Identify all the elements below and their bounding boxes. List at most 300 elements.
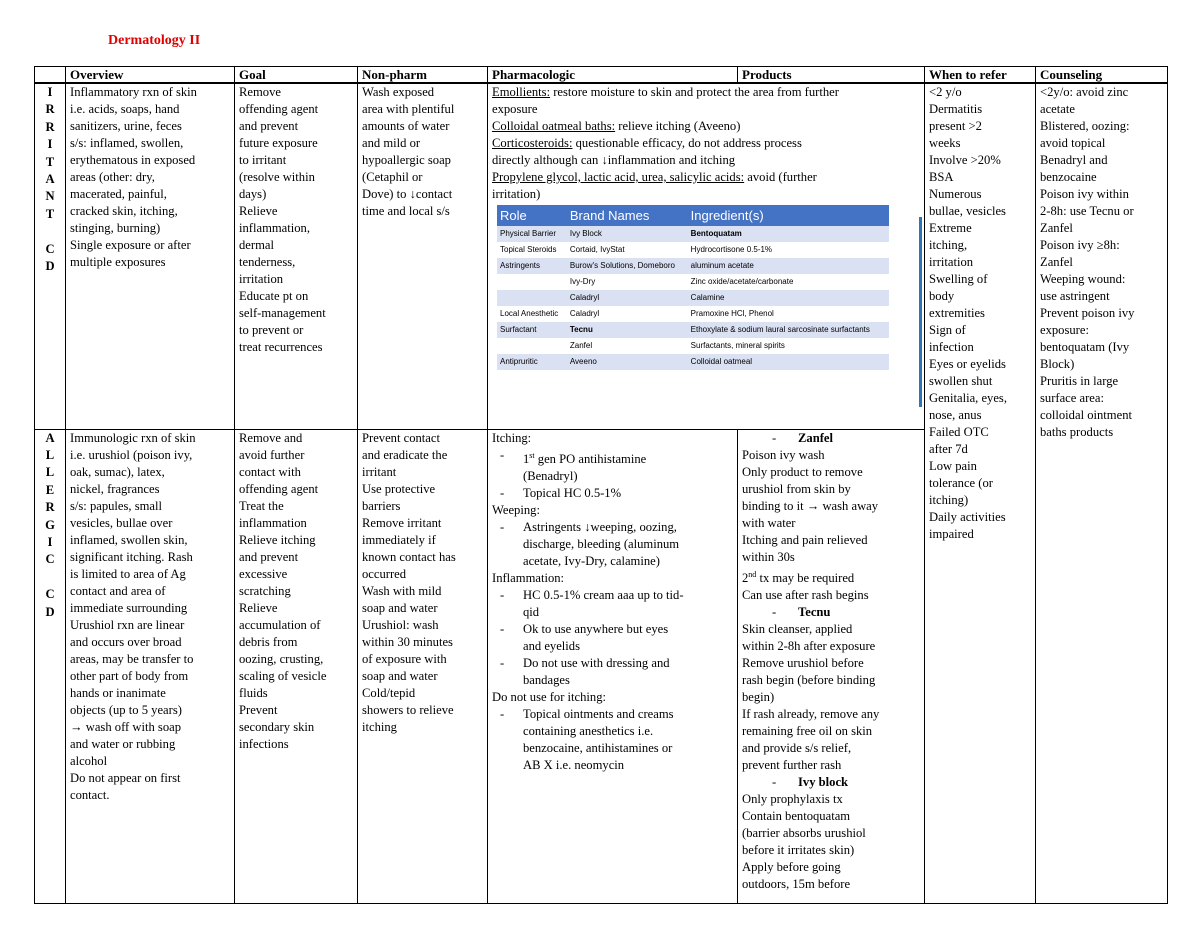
header-blank <box>35 67 66 84</box>
ingredients-cell <box>497 274 567 290</box>
text-line: oak, sumac), latex, <box>70 464 165 479</box>
text-line: Relieve <box>239 204 278 218</box>
text-line: Wash exposed <box>362 85 435 99</box>
pharm-term: Propylene glycol, lactic acid, urea, salicylic acids: <box>492 170 745 184</box>
text-line: within 2-8h after exposure <box>742 638 876 653</box>
tecnu-heading: - Tecnu <box>742 604 920 621</box>
text-line: swollen shut <box>929 374 993 388</box>
text-line: days) <box>239 187 267 201</box>
bullet-line: qid <box>523 604 540 619</box>
text-line: contact with <box>239 464 301 479</box>
text-line: and provide s/s relief, <box>742 740 852 755</box>
text-line: weeks <box>929 136 961 150</box>
text-line: nose, anus <box>929 408 982 422</box>
pharm-line <box>492 186 920 203</box>
text-line: vesicles, bullae over <box>70 515 173 530</box>
text-line: I <box>47 85 53 99</box>
text-line: Zanfel <box>1040 221 1073 235</box>
text-line: Numerous <box>929 187 982 201</box>
text-line: L <box>45 447 55 462</box>
text-line: area with plentiful <box>362 102 455 116</box>
ingredients-cell <box>497 290 567 306</box>
text-line: Block) <box>1040 357 1075 371</box>
text-line: to prevent or <box>239 323 304 337</box>
ingredients-cell: Ethoxylate & sodium laural sarcosinate surfactants <box>688 322 889 338</box>
bullet-line: - Astringents ↓weeping, oozing, <box>523 519 677 534</box>
text-line: C <box>45 552 55 567</box>
text-line: Remove urushiol before <box>742 655 864 670</box>
text-line: I <box>47 137 53 152</box>
text-line: and occurs over broad <box>70 634 182 649</box>
ingredients-header-row <box>497 205 889 226</box>
text-line: Remove <box>239 85 281 99</box>
donot-list <box>492 706 733 774</box>
text-line: Weeping wound: <box>1040 272 1126 286</box>
text-line: Do not appear on first <box>70 770 181 785</box>
text-line: objects (up to 5 years) <box>70 702 182 717</box>
ingredients-row <box>497 226 889 242</box>
ingredients-header-cell: Role <box>497 205 567 226</box>
text-line: contact. <box>70 787 110 802</box>
text-line: multiple exposures <box>70 255 166 269</box>
text-line: Contain bentoquatam <box>742 808 851 823</box>
text-line: irritation <box>929 255 974 269</box>
text-line: benzocaine <box>1040 170 1097 184</box>
text-line: hypoallergic soap <box>362 153 451 167</box>
text-line: prevent further rash <box>742 757 842 772</box>
bullet-line: acetate, Ivy-Dry, calamine) <box>523 553 660 568</box>
text-line: surface area: <box>1040 391 1104 405</box>
text-line: time and local s/s <box>362 204 450 218</box>
ingredients-row <box>497 274 889 290</box>
text-line: other part of body from <box>70 668 189 683</box>
text-line: Genitalia, eyes, <box>929 391 1007 405</box>
text-line: baths products <box>1040 425 1114 439</box>
text-line: within 30s <box>742 549 795 564</box>
text-line: itching, <box>929 238 968 252</box>
ingredients-cell: Burow's Solutions, Domeboro <box>567 258 688 274</box>
text-line: binding to it → wash away <box>742 498 879 513</box>
ingredients-cell: Ivy Block <box>567 226 688 242</box>
document-title: Dermatology II <box>108 33 201 48</box>
bullet-line: and eyelids <box>523 638 581 653</box>
header-goal: Goal <box>235 67 358 84</box>
counseling-cell <box>1036 83 1168 903</box>
when-to-refer-cell <box>925 83 1036 903</box>
text-line: inflammation, <box>239 221 310 235</box>
text-line: Relieve <box>239 600 278 615</box>
text-line: T <box>45 206 55 221</box>
itching-label: Itching: <box>492 430 532 445</box>
text-line: soap and water <box>362 600 438 615</box>
text-line: and prevent <box>239 549 299 564</box>
pharm-desc: relieve itching (Aveeno) <box>615 119 741 133</box>
text-line: scaling of vesicle <box>239 668 327 683</box>
text-line: exposure: <box>1040 323 1089 337</box>
text-line: soap and water <box>362 668 438 683</box>
text-line: R <box>45 119 55 134</box>
text-line: C <box>45 241 55 256</box>
text-line: A <box>45 172 55 187</box>
text-line: self-management <box>239 306 326 320</box>
text-line: bullae, vesicles <box>929 204 1006 218</box>
text-line: Zanfel <box>1040 255 1073 269</box>
ingredients-table-wrap <box>492 205 920 370</box>
text-line: contact and area of <box>70 583 166 598</box>
text-line: L <box>45 465 55 480</box>
text-line: 2nd tx may be required <box>742 569 855 585</box>
text-line: I <box>47 534 53 549</box>
text-line: Pruritis in large <box>1040 374 1119 388</box>
text-line: nickel, fragrances <box>70 481 160 496</box>
allergic-overview <box>66 429 235 903</box>
weeping-label: Weeping: <box>492 502 540 517</box>
header-products: Products <box>738 67 925 84</box>
text-line: scratching <box>239 583 291 598</box>
text-line: acetate <box>1040 102 1075 116</box>
text-line: N <box>45 189 55 204</box>
text-line: Apply before going <box>742 859 841 874</box>
weeping-list <box>492 519 733 570</box>
ingredients-cell: Local Anesthetic <box>497 306 567 322</box>
pharm-desc: irritation) <box>492 187 541 201</box>
text-line: Blistered, oozing: <box>1040 119 1130 133</box>
text-line: Poison ivy ≥8h: <box>1040 238 1120 252</box>
text-line: colloidal ointment <box>1040 408 1132 422</box>
text-line: Only product to remove <box>742 464 863 479</box>
text-line: Sign of <box>929 323 966 337</box>
text-line: outdoors, 15m before <box>742 876 851 891</box>
text-line: bentoquatam (Ivy <box>1040 340 1130 354</box>
irritant-pharmacologic <box>488 83 925 429</box>
text-line: (resolve within <box>239 170 315 184</box>
text-line: oozing, crusting, <box>239 651 324 666</box>
bullet-line: containing anesthetics i.e. <box>523 723 654 738</box>
bullet-item <box>492 447 733 485</box>
text-line: extremities <box>929 306 985 320</box>
text-line: hands or inanimate <box>70 685 166 700</box>
text-line: urushiol from skin by <box>742 481 851 496</box>
text-line: i.e. urushiol (poison ivy, <box>70 447 193 462</box>
text-line: Inflammatory rxn of skin <box>70 85 197 99</box>
text-line: Use protective <box>362 481 436 496</box>
ingredients-row <box>497 242 889 258</box>
allergic-products <box>738 429 925 903</box>
text-line: Urushiol rxn are linear <box>70 617 185 632</box>
text-line: Extreme <box>929 221 972 235</box>
tecnu-notes <box>742 621 920 774</box>
pharm-term: Emollients: <box>492 85 551 99</box>
text-line: occurred <box>362 566 407 581</box>
bullet-line: - Do not use with dressing and <box>523 655 670 670</box>
text-line: E <box>45 482 55 497</box>
text-line: after 7d <box>929 442 968 456</box>
ingredients-cell: Hydrocortisone 0.5-1% <box>688 242 889 258</box>
text-line: Educate pt on <box>239 289 309 303</box>
ingredients-cell: Aveeno <box>567 354 688 370</box>
pharm-line <box>492 169 920 186</box>
ingredients-table <box>497 205 889 370</box>
irritant-nonpharm <box>358 83 488 429</box>
text-line: D <box>45 259 55 274</box>
text-line: secondary skin <box>239 719 315 734</box>
text-line: with water <box>742 515 796 530</box>
text-line: areas, may be transfer to <box>70 651 194 666</box>
text-line: begin) <box>742 689 775 704</box>
text-line: macerated, painful, <box>70 187 167 201</box>
text-line: Prevent poison ivy <box>1040 306 1135 320</box>
irritant-row <box>35 83 1168 429</box>
text-line: barriers <box>362 498 401 513</box>
text-line: Poison ivy wash <box>742 447 825 462</box>
text-line: Treat the <box>239 498 284 513</box>
text-line: future exposure <box>239 136 318 150</box>
text-line: (barrier absorbs urushiol <box>742 825 866 840</box>
text-line: Involve >20% <box>929 153 1001 167</box>
text-line <box>35 569 65 586</box>
text-line: and prevent <box>239 119 299 133</box>
text-line: irritation <box>239 272 284 286</box>
text-line: Poison ivy within <box>1040 187 1129 201</box>
text-line: Itching and pain relieved <box>742 532 868 547</box>
text-line: Wash with mild <box>362 583 442 598</box>
text-line: s/s: papules, small <box>70 498 162 513</box>
text-line: present >2 <box>929 119 982 133</box>
text-line: inflamed, swollen skin, <box>70 532 188 547</box>
text-line: Prevent contact <box>362 430 440 445</box>
text-line: immediately if <box>362 532 436 547</box>
bullet-item <box>492 519 733 570</box>
text-line: body <box>929 289 955 303</box>
text-line: within 30 minutes <box>362 634 453 649</box>
text-line: inflammation <box>239 515 307 530</box>
text-line: Swelling of <box>929 272 988 286</box>
text-line: Only prophylaxis tx <box>742 791 843 806</box>
ingredients-cell: Bentoquatam <box>688 226 889 242</box>
ingredients-row <box>497 290 889 306</box>
header-row <box>35 67 1168 84</box>
ingredients-cell: Topical Steroids <box>497 242 567 258</box>
pharm-desc: exposure <box>492 102 538 116</box>
allergic-pharmacologic <box>488 429 738 903</box>
text-line: itching) <box>929 493 969 507</box>
inflammation-list <box>492 587 733 689</box>
bullet-line: - Topical ointments and creams <box>523 706 674 721</box>
pharm-term: Corticosteroids: <box>492 136 573 150</box>
ingredients-cell: Cortaid, IvyStat <box>567 242 688 258</box>
ingredients-cell: Calamine <box>688 290 889 306</box>
text-line: fluids <box>239 685 268 700</box>
text-line: Failed OTC <box>929 425 989 439</box>
text-line: Skin cleanser, applied <box>742 621 853 636</box>
text-line: 2-8h: use Tecnu or <box>1040 204 1134 218</box>
ivy-block-heading: - Ivy block <box>742 774 920 791</box>
text-line: Eyes or eyelids <box>929 357 1006 371</box>
ingredients-cell: Zinc oxide/acetate/carbonate <box>688 274 889 290</box>
text-line: → wash off with soap <box>70 719 182 734</box>
text-line: Daily activities <box>929 510 1006 524</box>
text-line: Single exposure or after <box>70 238 191 252</box>
bullet-line: discharge, bleeding (aluminum <box>523 536 680 551</box>
text-line: rash begin (before binding <box>742 672 876 687</box>
ingredients-cell: Caladryl <box>567 290 688 306</box>
text-line: excessive <box>239 566 288 581</box>
ingredients-header-cell: Ingredient(s) <box>688 205 889 226</box>
ingredients-cell: Caladryl <box>567 306 688 322</box>
bullet-line: - HC 0.5-1% cream aaa up to tid- <box>523 587 684 602</box>
text-line: Dermatitis <box>929 102 983 116</box>
text-line: amounts of water <box>362 119 450 133</box>
itching-list <box>492 447 733 502</box>
pharm-term: Colloidal oatmeal baths: <box>492 119 616 133</box>
text-line: Relieve itching <box>239 532 316 547</box>
text-line: immediate surrounding <box>70 600 188 615</box>
text-line: sanitizers, urine, feces <box>70 119 182 133</box>
text-line: s/s: inflamed, swollen, <box>70 136 184 150</box>
ingredients-cell: Colloidal oatmeal <box>688 354 889 370</box>
text-line: infections <box>239 736 289 751</box>
text-line: A <box>45 430 55 445</box>
text-line: <2y/o: avoid zinc <box>1040 85 1129 99</box>
pharm-line <box>492 101 920 118</box>
text-line: T <box>45 154 55 169</box>
bullet-line: - Topical HC 0.5-1% <box>523 485 622 500</box>
ingredients-cell: Ivy-Dry <box>567 274 688 290</box>
ingredients-cell: Zanfel <box>567 338 688 354</box>
text-line: Dove) to ↓contact <box>362 187 453 201</box>
pharm-line <box>492 84 920 101</box>
bullet-line: - Ok to use anywhere but eyes <box>523 621 669 636</box>
text-line: Can use after rash begins <box>742 587 869 602</box>
text-line: of exposure with <box>362 651 447 666</box>
text-line: G <box>45 517 55 532</box>
donot-label: Do not use for itching: <box>492 689 607 704</box>
text-line: C <box>45 587 55 602</box>
text-line: Remove and <box>239 430 303 445</box>
text-line: offending agent <box>239 481 319 496</box>
bullet-line: (Benadryl) <box>523 468 578 483</box>
text-line: R <box>45 102 55 117</box>
irritant-goal <box>235 83 358 429</box>
text-line: accumulation of <box>239 617 321 632</box>
text-line: irritant <box>362 464 397 479</box>
ingredients-cell: Surfactant <box>497 322 567 338</box>
text-line: erythematous in exposed <box>70 153 196 167</box>
text-line <box>35 223 65 240</box>
text-line: remaining free oil on skin <box>742 723 873 738</box>
ingredients-row <box>497 306 889 322</box>
text-line: is limited to area of Ag <box>70 566 186 581</box>
text-line: and eradicate the <box>362 447 448 462</box>
allergic-goal <box>235 429 358 903</box>
text-line: tolerance (or <box>929 476 993 490</box>
ingredients-cell: aluminum acetate <box>688 258 889 274</box>
ingredients-cell <box>497 338 567 354</box>
text-line: itching <box>362 719 397 734</box>
zanfel-heading: - Zanfel <box>742 430 920 447</box>
zanfel-notes <box>742 447 920 604</box>
text-line: D <box>45 604 55 619</box>
ingredients-header-cell: Brand Names <box>567 205 688 226</box>
ingredients-cell: Surfactants, mineral spirits <box>688 338 889 354</box>
text-line: and mild or <box>362 136 421 150</box>
text-line: BSA <box>929 170 954 184</box>
text-line: stinging, burning) <box>70 221 161 235</box>
header-nonpharm: Non-pharm <box>358 67 488 84</box>
bullet-item <box>492 655 733 689</box>
ingredients-cell: Pramoxine HCl, Phenol <box>688 306 889 322</box>
header-counseling: Counseling <box>1036 67 1168 84</box>
text-line: If rash already, remove any <box>742 706 880 721</box>
bullet-line: - 1st gen PO antihistamine <box>523 450 647 466</box>
text-line: avoid further <box>239 447 305 462</box>
text-line: to irritant <box>239 153 287 167</box>
text-line: Low pain <box>929 459 977 473</box>
pharm-line <box>492 152 920 169</box>
text-line: avoid topical <box>1040 136 1106 150</box>
text-line: impaired <box>929 527 974 541</box>
text-line: <2 y/o <box>929 85 962 99</box>
text-line: use astringent <box>1040 289 1110 303</box>
bullet-line: bandages <box>523 672 570 687</box>
ivy-block-notes <box>742 791 920 893</box>
dermatology-table <box>34 66 1168 904</box>
text-line: before it irritates skin) <box>742 842 855 857</box>
bullet-line: benzocaine, antihistamines or <box>523 740 673 755</box>
ingredients-row <box>497 258 889 274</box>
text-line: and water or rubbing <box>70 736 176 751</box>
text-line: dermal <box>239 238 274 252</box>
text-line: areas (other: dry, <box>70 170 155 184</box>
header-pharmacologic: Pharmacologic <box>488 67 738 84</box>
allergic-nonpharm <box>358 429 488 903</box>
text-line: alcohol <box>70 753 108 768</box>
text-line: significant itching. Rash <box>70 549 193 564</box>
irritant-pharm-text <box>492 84 920 203</box>
text-line: Prevent <box>239 702 278 717</box>
pharm-desc: questionable efficacy, do not address process <box>572 136 802 150</box>
ingredients-row <box>497 354 889 370</box>
irritant-overview <box>66 83 235 429</box>
text-line: Remove irritant <box>362 515 442 530</box>
text-line: Urushiol: wash <box>362 617 439 632</box>
pharm-desc: directly although can ↓inflammation and itching <box>492 153 736 167</box>
allergic-row-label <box>35 429 66 903</box>
ingredients-cell: Antipruritic <box>497 354 567 370</box>
text-line: Immunologic rxn of skin <box>70 430 196 445</box>
pharm-line <box>492 135 920 152</box>
bullet-item <box>492 587 733 621</box>
ingredients-row <box>497 322 889 338</box>
bullet-item <box>492 485 733 502</box>
text-line: Cold/tepid <box>362 685 416 700</box>
bullet-item <box>492 621 733 655</box>
bullet-line: AB X i.e. neomycin <box>523 757 625 772</box>
pharm-desc: restore moisture to skin and protect the area from further <box>550 85 839 99</box>
ingredients-cell: Astringents <box>497 258 567 274</box>
text-line: i.e. acids, soaps, hand <box>70 102 180 116</box>
header-overview: Overview <box>66 67 235 84</box>
text-line: Benadryl and <box>1040 153 1108 167</box>
text-line: R <box>45 500 55 515</box>
table-edge-bar <box>919 217 922 407</box>
ingredients-row <box>497 338 889 354</box>
text-line: known contact has <box>362 549 456 564</box>
text-line: tenderness, <box>239 255 296 269</box>
ingredients-cell: Tecnu <box>567 322 688 338</box>
text-line: infection <box>929 340 974 354</box>
text-line: showers to relieve <box>362 702 454 717</box>
